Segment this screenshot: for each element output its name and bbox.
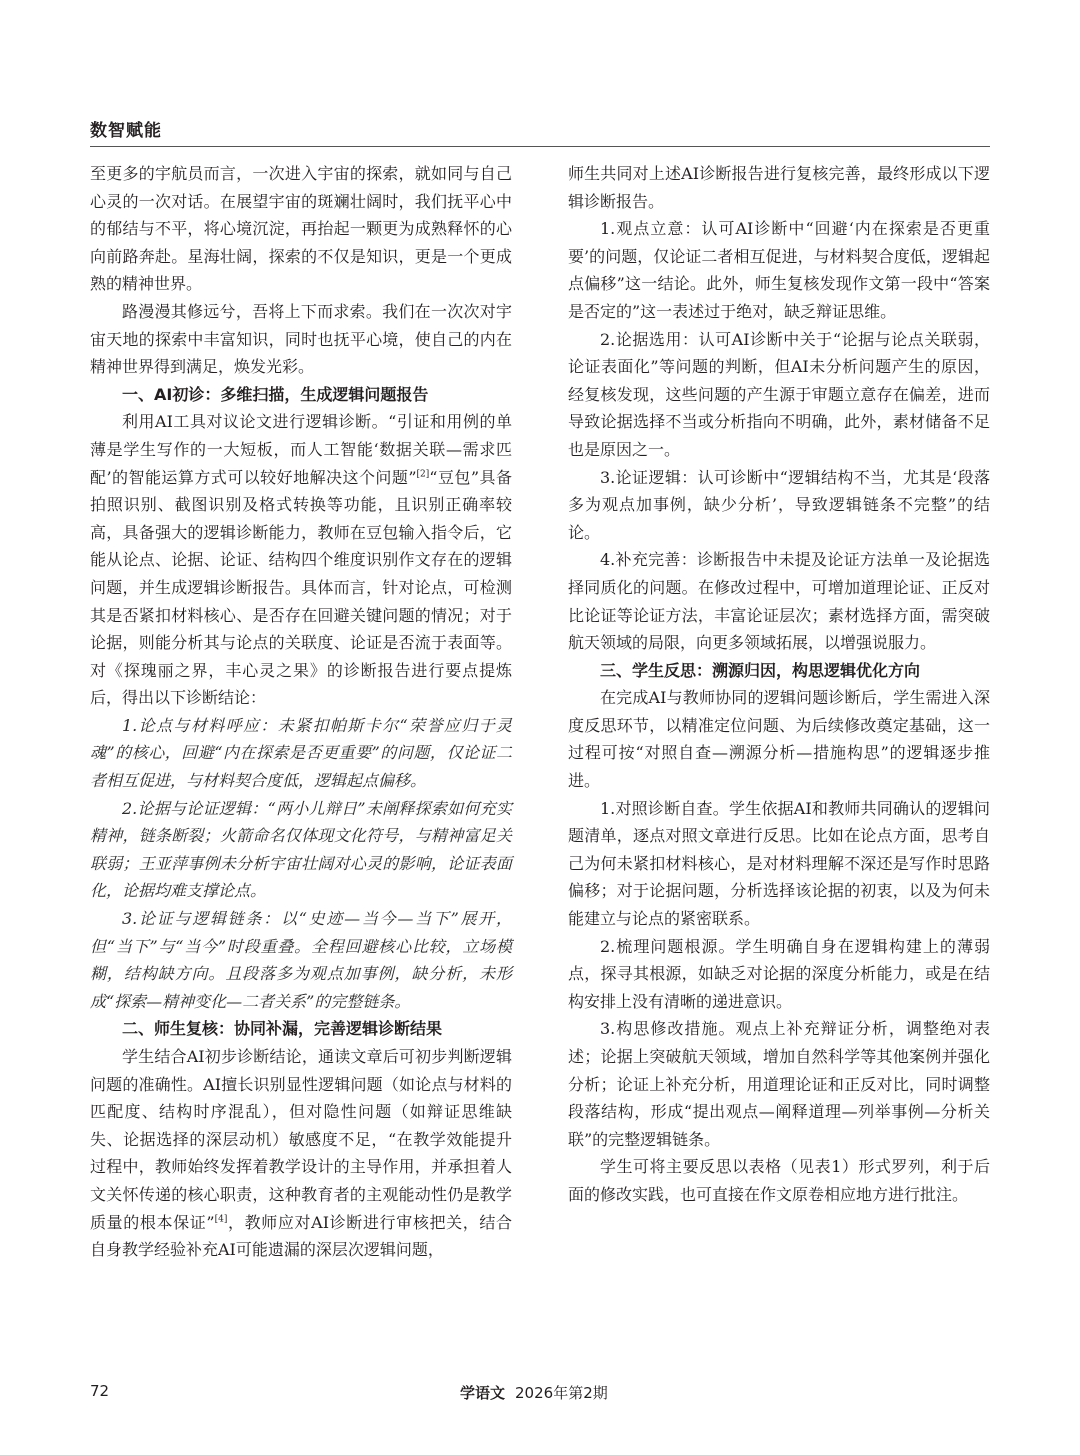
body-text: ，教师应对AI诊断进行审核把关，结合自身教学经验补充AI可能遗漏的深层次逻辑问题， [90,1212,512,1260]
body-paragraph: 学生可将主要反思以表格（见表1）形式罗列，利于后面的修改实践，也可直接在作文原卷相应地方进行批注。 [568,1157,990,1204]
body-paragraph: 1.对照诊断自查。学生依据AI和教师共同确认的逻辑问题清单，逐点对照文章进行反思。比如在论点方面，思考自己为何未紧扣材料核心，是对材料理解不深还是写作时思路偏移；对于论据问题，分析选择该论据的初衷，以及为何未能建立与论点的紧密联系。 [568,798,990,929]
body-paragraph: 师生共同对上述AI诊断报告进行复核完善，最终形成以下逻辑诊断报告。 [568,164,990,211]
citation-ref: [4] [214,1214,228,1225]
body-paragraph: 在完成AI与教师协同的逻辑问题诊断后，学生需进入深度反思环节，以精准定位问题、为后续修改奠定基础，这一过程可按“对照自查—溯源分析—措施构思”的逻辑逐步推进。 [568,688,990,791]
body-paragraph: 至更多的宇航员而言，一次进入宇宙的探索，就如同与自己心灵的一次对话。在展望宇宙的斑斓壮阔时，我们抚平心中的郁结与不平，将心境沉淀，再抬起一颗更为成熟释怀的心向前路奔赴。星海壮阔，探索的不仅是知识，更是一个更成熟的精神世界。 [90,164,512,294]
body-paragraph [90,408,512,712]
section-heading-1: 一、AI初诊：多维扫描，生成逻辑问题报告 [122,384,429,404]
body-text: 学生结合AI初步诊断结论，通读文章后可初步判断逻辑问题的准确性。AI擅长识别显性逻辑问题（如论点与材料的匹配度、结构时序混乱），但对隐性问题（如辩证思维缺失、论据选择的深层动机）敏感度不足，“在教学效能提升过程中，教师始终发挥着教学设计的主导作用，并承担着人文关怀传递的核心职责，这种教育者的主观能动性仍是教学质量的根本保证” [90,1047,512,1232]
section-heading-2: 二、师生复核：协同补漏，完善逻辑诊断结果 [122,1019,443,1039]
body-paragraph: 1.观点立意：认可AI诊断中“回避‘内在探索是否更重要’的问题，仅论证二者相互促进，与材料契合度低，逻辑起点偏移”这一结论。此外，师生复核发现作文第一段中“答案是否定的”这一表述过于绝对，缺乏辩证思维。 [568,219,990,321]
diagnosis-item: 3.论证与逻辑链条：以“史迹—当今—当下”展开，但“当下”与“当今”时段重叠。全程回避核心比较，立场模糊，结构缺方向。且段落多为观点加事例，缺分析，未形成“探索—精神变化—二者关系”的完整链条。 [90,909,512,1011]
diagnosis-item: 2.论据与论证逻辑：“两小儿辩日”未阐释探索如何充实精神，链条断裂；火箭命名仅体现文化符号，与精神富足关联弱；王亚萍事例未分析宇宙壮阔对心灵的影响，论证表面化，论据均难支撑论点。 [90,798,512,901]
body-paragraph: 3.构思修改措施。观点上补充辩证分析，调整绝对表述；论据上突破航天领域，增加自然科学等其他案例并强化分析；论证上补充分析，用道理论证和正反对比，同时调整段落结构，形成“提出观点—阐释道理—列举事例—分析关联”的完整逻辑链条。 [568,1019,990,1149]
left-column [90,160,512,1264]
body-text: “豆包”具备拍照识别、截图识别及格式转换等功能，且识别正确率较高，具备强大的逻辑诊断能力，教师在豆包输入指令后，它能从论点、论据、论证、结构四个维度识别作文存在的逻辑问题，并生成逻辑诊断报告。具体而言，针对论点，可检测其是否紧扣材料核心、是否存在回避关键问题的情况；对于论据，则能分析其与论点的关联度、论证是否流于表面等。对《探瑰丽之界，丰心灵之果》的诊断报告进行要点提炼后，得出以下诊断结论： [90,467,512,708]
citation-ref: [2] [416,469,430,480]
body-text: 利用AI工具对议论文进行逻辑诊断。“引证和用例的单薄是学生写作的一大短板，而人工智能‘数据关联—需求匹配’的智能运算方式可以较好地解决这个问题” [90,412,512,487]
header-divider [90,146,990,147]
page-number: 72 [90,1382,110,1400]
issue-label: 2026年第2期 [515,1384,608,1402]
journal-info [460,1382,608,1403]
body-paragraph: 2.论据选用：认可AI诊断中关于“论据与论点关联弱，论证表面化”等问题的判断，但AI未分析问题产生的原因，经复核发现，这些问题的产生源于审题立意存在偏差，进而导致论据选择不当或分析指向不明确，此外，素材储备不足也是原因之一。 [568,329,990,459]
body-paragraph: 路漫漫其修远兮，吾将上下而求索。我们在一次次对宇宙天地的探索中丰富知识，同时也抚平心境，使自己的内在精神世界得到满足，焕发光彩。 [90,301,512,377]
body-paragraph: 2.梳理问题根源。学生明确自身在逻辑构建上的薄弱点，探寻其根源，如缺乏对论据的深度分析能力，或是在结构安排上没有清晰的递进意识。 [568,936,990,1011]
body-paragraph: 4.补充完善：诊断报告中未提及论证方法单一及论据选择同质化的问题。在修改过程中，可增加道理论证、正反对比论证等论证方法，丰富论证层次；素材选择方面，需突破航天领域的局限，向更多领域拓展，以增强说服力。 [568,550,990,653]
journal-name: 学语文 [460,1384,506,1402]
section-heading-3: 三、学生反思：溯源归因，构思逻辑优化方向 [600,660,921,680]
right-column [568,160,990,1209]
body-paragraph [90,1043,512,1264]
body-paragraph: 3.论证逻辑：认可诊断中“逻辑结构不当，尤其是‘段落多为观点加事例，缺少分析’，导致逻辑链条不完整”的结论。 [568,467,990,542]
diagnosis-item: 1.论点与材料呼应：未紧扣帕斯卡尔“荣誉应归于灵魂”的核心，回避“内在探索是否更重要”的问题，仅论证二者相互促进，与材料契合度低，逻辑起点偏移。 [90,715,512,791]
section-title: 数智赋能 [90,121,162,141]
